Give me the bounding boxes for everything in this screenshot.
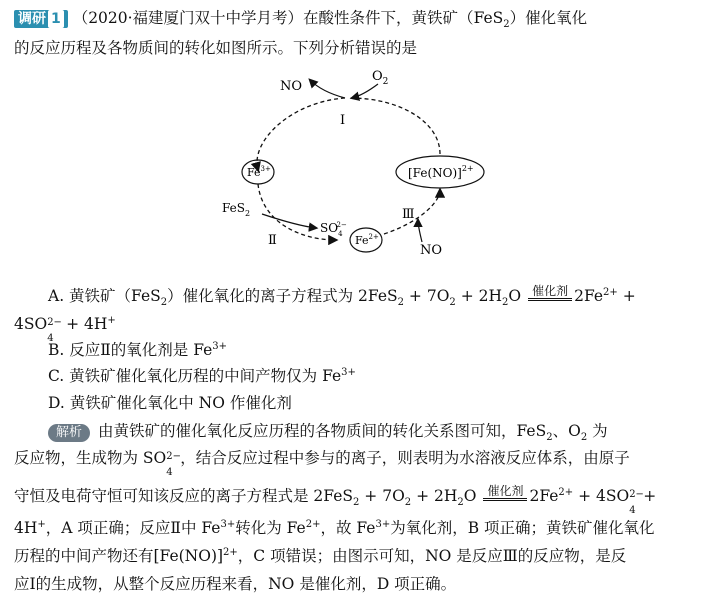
no-out-arrow bbox=[310, 80, 345, 98]
option-a-line-1: A. 黄铁矿（FeS$_2$）催化氧化的离子方程式为 $2FeS_2 + 7O_2 + 2H_2O$ 催化剂 $2Fe^{2+}$ + bbox=[48, 284, 636, 309]
question-line-2: 的反应历程及各物质间的转化如图所示。下列分析错误的是 bbox=[14, 39, 418, 57]
question-line-1: 调研 1 （2020·福建厦门双十中学月考）在酸性条件下，黄铁矿（FeS$_2$）催化氧化 bbox=[14, 8, 587, 28]
question-badge: 调研 1 bbox=[14, 10, 68, 28]
reaction-cycle-diagram bbox=[0, 62, 723, 292]
stage-I-label: Ⅰ bbox=[340, 113, 346, 128]
catalyst-arrow-analysis: 催化剂 bbox=[483, 484, 527, 501]
no-bottom-label: NO bbox=[420, 243, 443, 258]
no-in-arrow bbox=[418, 220, 422, 242]
analysis-line-5: 历程的中间产物还有$[Fe(NO)]^{2+}$，C 项错误；由图示可知，NO 是反应Ⅲ的反应物，是反 bbox=[14, 546, 627, 565]
feno-label: $[Fe(NO)]^{2+}$ bbox=[408, 164, 474, 180]
analysis-tag: 解析 bbox=[48, 424, 90, 442]
analysis-line-2: 反应物，生成物为 SO 2− 4 ，结合反应过程中参与的离子，则表明为水溶液反应体系，由原子 bbox=[14, 449, 630, 478]
option-a-line-2: 4SO 2− 4 + 4H+ bbox=[14, 314, 116, 344]
option-b: B. 反应Ⅱ的氧化剂是 $Fe^{3+}$ bbox=[48, 340, 228, 359]
option-d: D. 黄铁矿催化氧化中 NO 作催化剂 bbox=[48, 394, 292, 412]
analysis-line-4: 4H+，A 项正确；反应Ⅱ中 $Fe^{3+}$转化为 $Fe^{2+}$，故 $Fe^{3+}$为氧化剂，B 项正确；黄铁矿催化氧化 bbox=[14, 518, 655, 537]
cycle-arc-I-right bbox=[350, 98, 440, 154]
o2-in-arrow bbox=[352, 84, 378, 98]
no-top-label: NO bbox=[280, 79, 303, 94]
analysis-line-1: 解析 由黄铁矿的催化氧化反应历程的各物质间的转化关系图可知，FeS$_2$、$O_2$ 为 bbox=[48, 421, 608, 442]
fes2-arrow bbox=[262, 214, 316, 228]
fes2-label: FeS$_2$ bbox=[222, 201, 251, 218]
stage-III-label: Ⅲ bbox=[402, 207, 415, 222]
so4-label: $SO_42-$ bbox=[320, 221, 347, 238]
catalyst-arrow-a: 催化剂 bbox=[528, 284, 572, 301]
analysis-line-3: 守恒及电荷守恒可知该反应的离子方程式是 $2FeS_2 + 7O_2 + 2H_2O$ 催化剂 $2Fe^{2+} + 4SO$ 2− 4 + bbox=[14, 484, 657, 516]
cycle-arrow-I-left bbox=[257, 98, 345, 170]
o2-label: $O_2$ bbox=[372, 69, 389, 87]
fe2-label: $Fe^{2+}$ bbox=[355, 233, 379, 247]
analysis-line-6: 应Ⅰ的生成物，从整个反应历程来看，NO 是催化剂，D 项正确。 bbox=[14, 575, 457, 593]
option-c: C. 黄铁矿催化氧化历程的中间产物仅为 $Fe^{3+}$ bbox=[48, 366, 356, 385]
stage-II-label: Ⅱ bbox=[268, 233, 277, 248]
fe3-label: $Fe^{3+}$ bbox=[247, 165, 271, 179]
